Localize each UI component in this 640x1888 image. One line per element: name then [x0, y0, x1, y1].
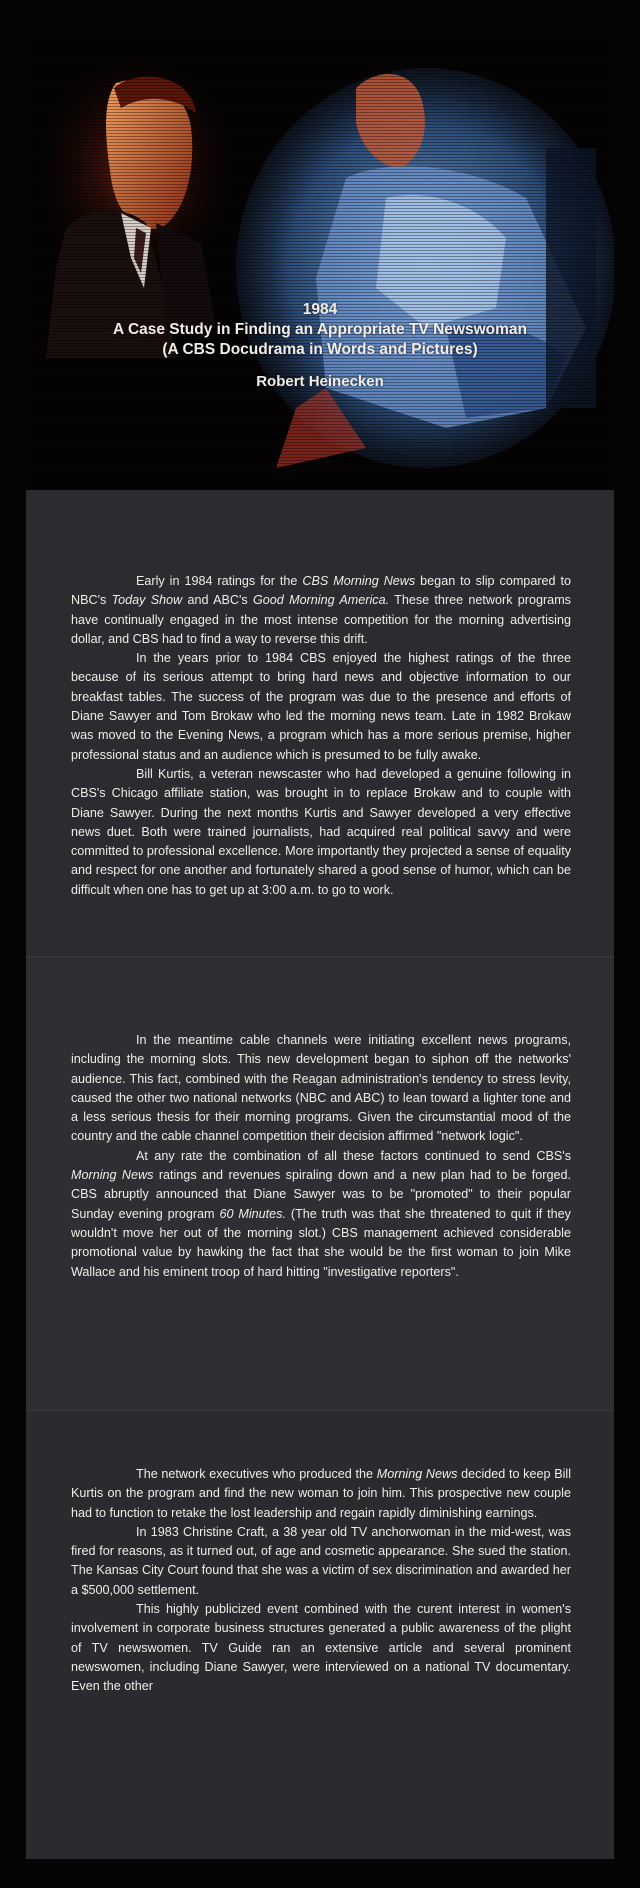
- italic-title: 60 Minutes.: [219, 1206, 286, 1221]
- text-run: and ABC's: [182, 593, 253, 608]
- title-line-1: A Case Study in Finding an Appropriate TV Newswoman: [113, 321, 527, 338]
- text-run: The network executives who produced the: [136, 1467, 377, 1481]
- text-panel-3: [26, 1410, 614, 1859]
- paragraph: [71, 1031, 571, 1147]
- text-run: This highly publicized event combined with the curent interest in women's involvement in corporate business structures generated a public awareness of the plight of TV newswomen. TV Guide ran an extensive article and several prominent newswomen, including Diane Sawyer, were interviewed on a national TV documentary. Even the other: [71, 1602, 571, 1694]
- text-run: In 1983 Christine Craft, a 38 year old TV anchorwoman in the mid-west, was fired for reasons, as it turned out, of age and cosmetic appearance. She sued the station. The Kansas City Court found that she was a victim of sex discrimination and awarded her a $500,000 settlement.: [71, 1524, 571, 1597]
- text-run: These three network programs have continually engaged in the most intense competition for the morning advertising dollar, and CBS had to find a way to reverse this drift.: [71, 593, 571, 646]
- italic-title: Today Show: [111, 593, 183, 608]
- text-run: (The truth was that she threatened to quit if they wouldn't move her out of the morning slot.) CBS management achieved considerable promotional value by hawking the fact that she would be the first woman to join Mike Wallace and his eminent troop of hard hitting "investigative reporters".: [71, 1206, 571, 1279]
- text-run: ratings and revenues spiraling down and a new plan had to be forged. CBS abruptly announced that Diane Sawyer was to be "promoted" to their popular Sunday evening program: [71, 1168, 571, 1221]
- italic-title: Morning News: [71, 1168, 154, 1183]
- author-name: Robert Heinecken: [256, 373, 384, 390]
- panel-1-text: [71, 572, 571, 900]
- paragraph: [71, 1523, 571, 1600]
- italic-title: Morning News: [376, 1467, 458, 1481]
- panel-2-text: [71, 1031, 571, 1282]
- title-line-2: (A CBS Docudrama in Words and Pictures): [162, 341, 478, 358]
- paragraph: [71, 1147, 571, 1282]
- text-run: Bill Kurtis, a veteran newscaster who had developed a genuine following in CBS's Chicago affiliate station, was brought in to replace Brokaw and to couple with Diane Sawyer. During the next months Kurtis and Sawyer developed a very effective news duet. Both were trained journalists, had acquired real political savvy and were committed to professional excellence. More importantly they projected a sense of equality and respect for one another and fortunately shared a good sense of humor, which can be difficult when one has to get up at 3:00 a.m. to go to work.: [71, 766, 571, 897]
- text-panel-1: [26, 490, 614, 956]
- paragraph: [71, 1600, 571, 1696]
- paragraph: [71, 649, 571, 765]
- italic-title: Good Morning America.: [252, 593, 390, 608]
- text-run: At any rate the combination of all these factors continued to send CBS's: [136, 1148, 571, 1163]
- paragraph: [71, 572, 571, 649]
- tv-still-photo: [26, 28, 614, 490]
- text-run: In the meantime cable channels were initiating excellent news programs, including the morning slots. This new development began to siphon off the networks' audience. This fact, combined with the Reagan administration's tendency to stress levity, caused the other two national networks (NBC and ABC) to lean toward a lighter tone and a less serious thesis for their morning programs. Given the circumstantial mood of the country and the cable channel competition their decision affirmed "network logic".: [71, 1033, 571, 1144]
- italic-title: CBS Morning News: [302, 574, 416, 588]
- paragraph: [71, 765, 571, 900]
- text-panel-2: [26, 956, 614, 1411]
- title-year: 1984: [302, 301, 338, 318]
- text-run: decided to keep Bill Kurtis on the program and find the new woman to join him. This prospective new couple had to function to retake the lost leadership and regain rapidly diminishing earnings.: [71, 1467, 571, 1520]
- paragraph: [71, 1465, 571, 1523]
- text-run: In the years prior to 1984 CBS enjoyed the highest ratings of the three because of its serious attempt to bring hard news and objective information to our breakfast tables. The success of the program was due to the presence and efforts of Diane Sawyer and Tom Brokaw who led the morning news team. Late in 1982 Brokaw was moved to the Evening News, a program which has a more serious premise, higher professional status and an audience which is presumed to be fully awake.: [71, 651, 571, 762]
- text-run: Early in 1984 ratings for the: [136, 574, 303, 588]
- tv-still-illustration: [26, 28, 614, 490]
- panel-3-text: [71, 1465, 571, 1697]
- title-block: [26, 300, 614, 392]
- text-run: began to slip compared to NBC's: [71, 574, 571, 608]
